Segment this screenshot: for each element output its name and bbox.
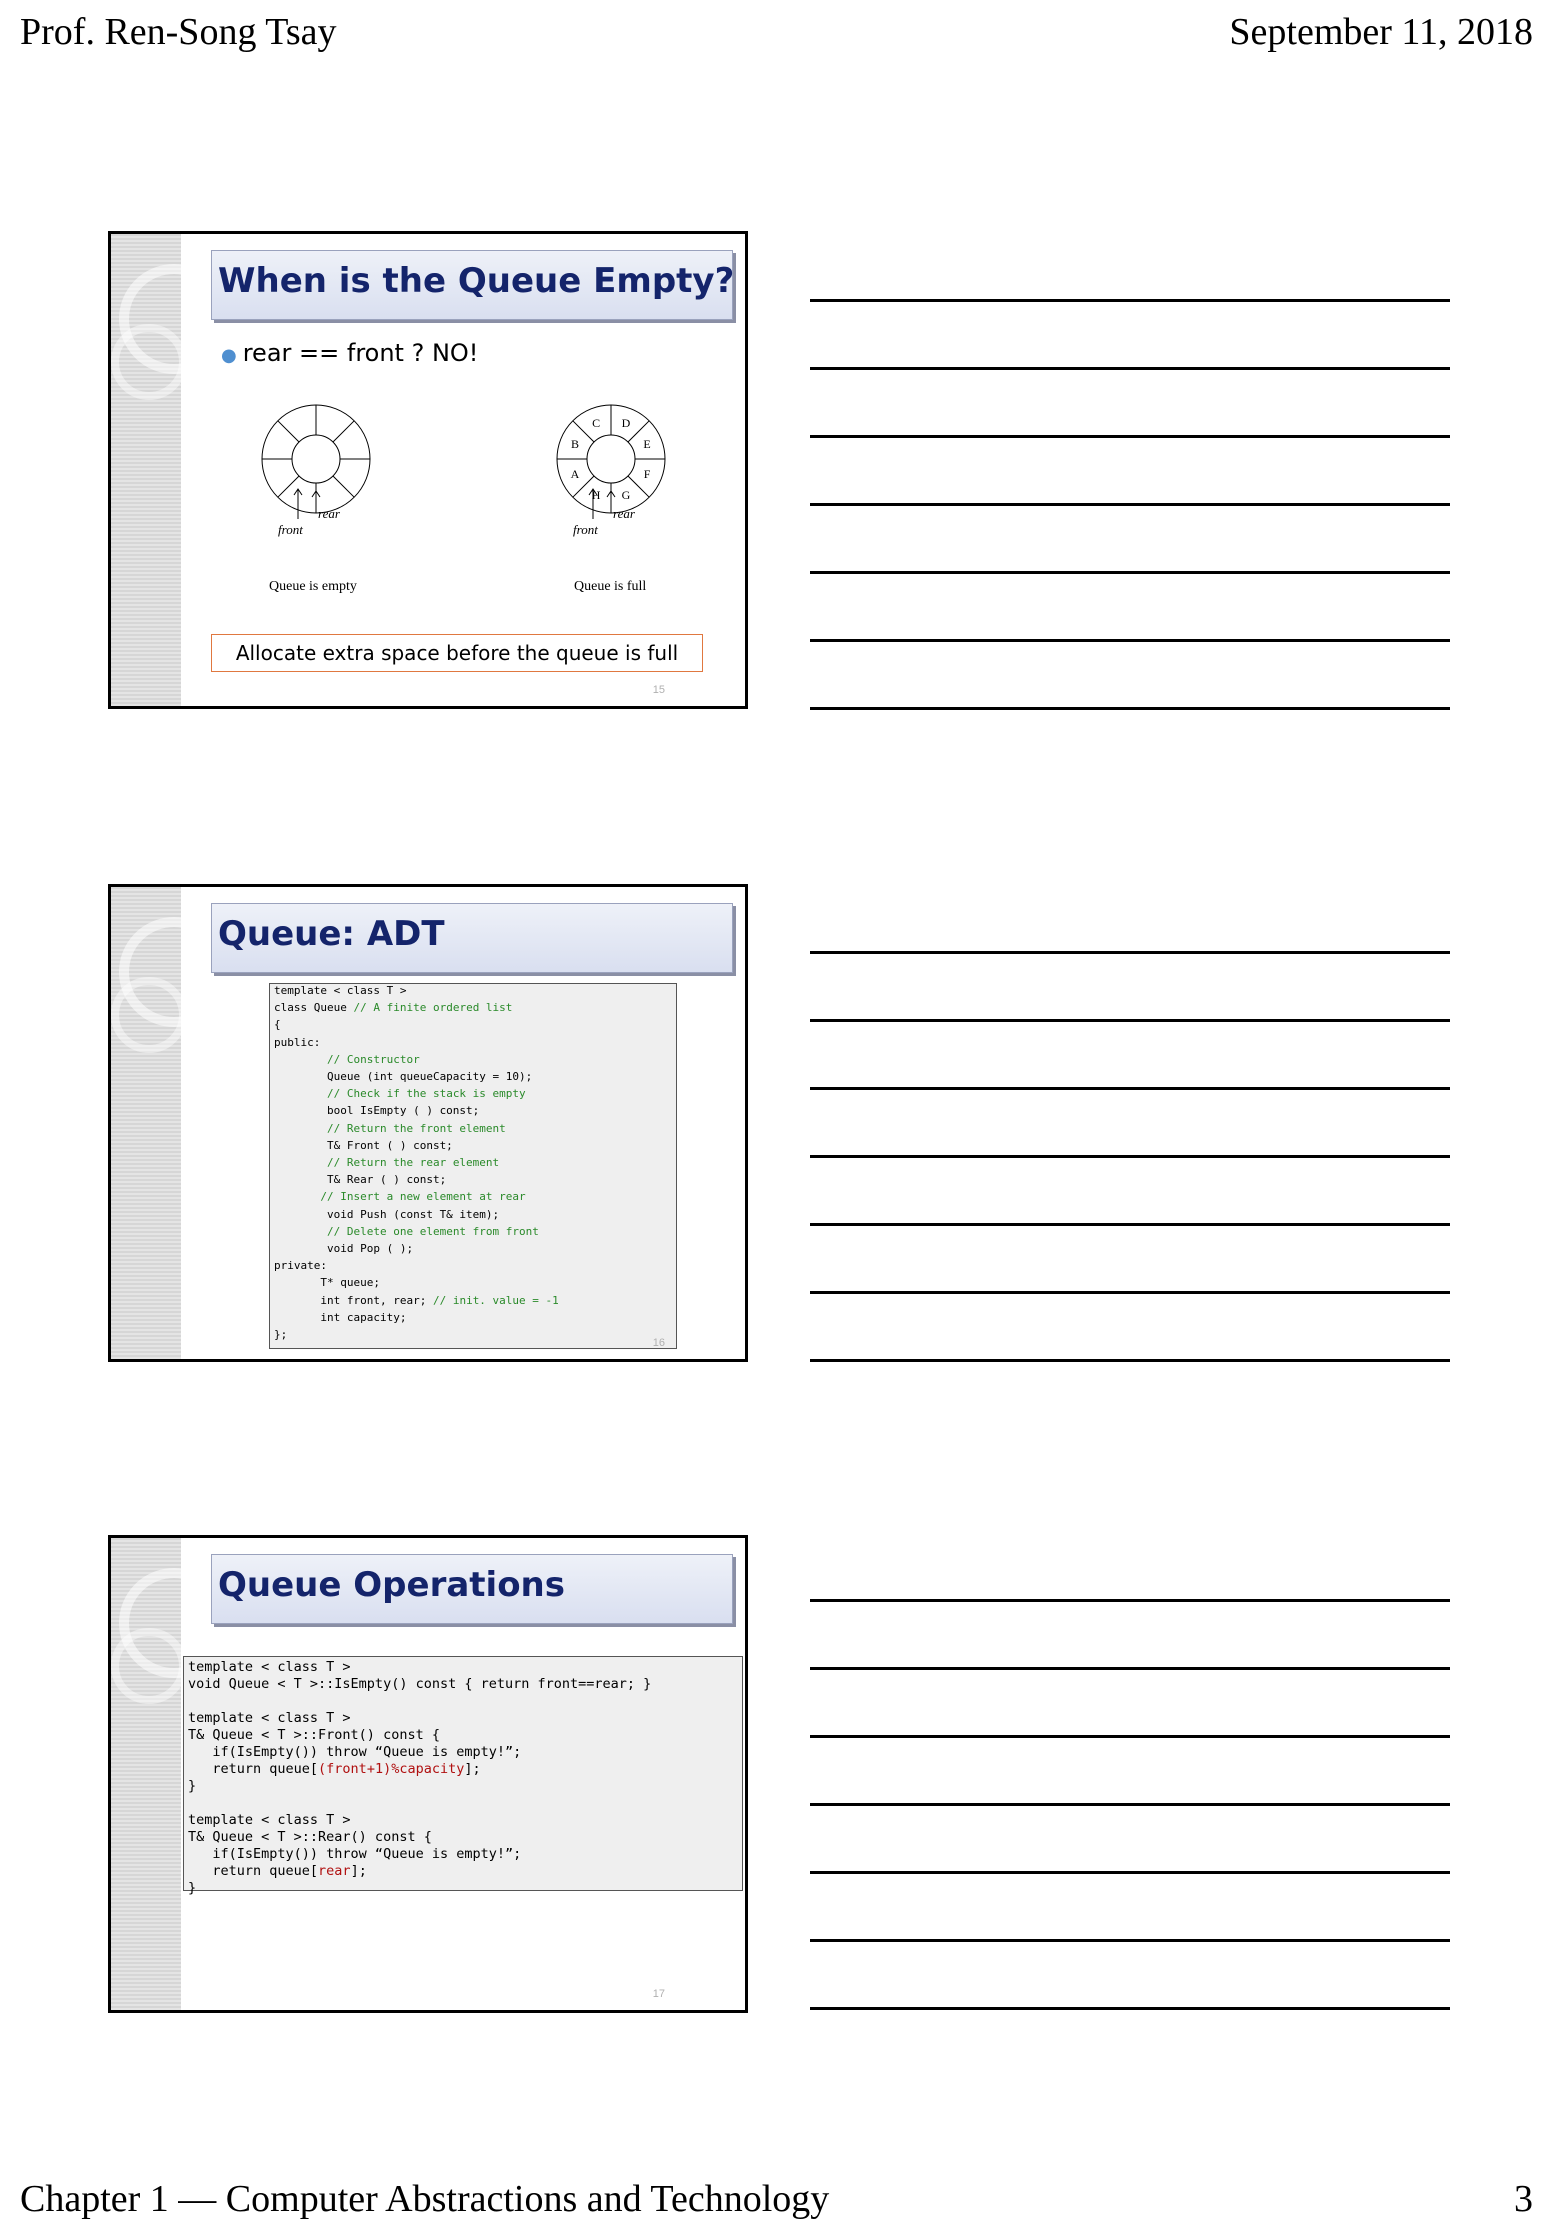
note-line (810, 435, 1450, 438)
note-line (810, 1019, 1450, 1022)
note-line (810, 299, 1450, 302)
note-line (810, 1667, 1450, 1670)
note-line (810, 571, 1450, 574)
slide-number: 17 (652, 1988, 665, 2000)
allocate-note: Allocate extra space before the queue is full (211, 634, 703, 672)
slide-15 (108, 231, 748, 709)
slide-number: 16 (652, 1337, 665, 1349)
note-line (810, 1871, 1450, 1874)
code-line: } (188, 1778, 197, 1794)
code-line: template < class T > (274, 984, 407, 997)
code-line: if(IsEmpty()) throw “Queue is empty!”; (188, 1846, 522, 1862)
ring-divider (278, 421, 299, 442)
bullet-text: rear == front ? NO! (242, 339, 479, 367)
code-line: void Queue < T >::IsEmpty() const { return front==rear; } (188, 1676, 652, 1692)
queue-adt-code (269, 983, 677, 1349)
author-name: Prof. Ren-Song Tsay (20, 11, 337, 53)
rear-label: rear (613, 506, 635, 521)
code-line: // Return the front element (326, 1121, 506, 1135)
full-queue-caption: Queue is full (574, 579, 647, 594)
chapter-title: Chapter 1 — Computer Abstractions and Technology (20, 2178, 830, 2220)
code-line: T& Rear ( ) const; (274, 1173, 447, 1187)
code-line: bool IsEmpty ( ) const; (274, 1104, 480, 1118)
ring-divider (333, 421, 354, 442)
code-line: int front, rear; // init. value = -1 (274, 1293, 559, 1307)
slide-title-box (211, 1554, 733, 1624)
note-line (810, 367, 1450, 370)
code-line: // Delete one element from front (326, 1224, 539, 1238)
slide-title: Queue Operations (218, 1565, 565, 1605)
code-line: class Queue // A finite ordered list (274, 1001, 513, 1015)
queue-cell-label: G (621, 488, 631, 503)
slide-decor-strip (111, 234, 181, 706)
note-line (810, 1599, 1450, 1602)
page-number: 3 (1514, 2178, 1533, 2220)
ring-divider (333, 476, 354, 497)
slide-16 (108, 884, 748, 1362)
queue-cell-label: H (591, 488, 601, 503)
code-line: Queue (int queueCapacity = 10); (274, 1070, 533, 1083)
slide-decor-strip (111, 887, 181, 1359)
note-line (810, 2007, 1450, 2010)
bullet-item (221, 339, 478, 367)
date: September 11, 2018 (1229, 11, 1533, 53)
note-line (810, 1087, 1450, 1090)
empty-queue-caption: Queue is empty (269, 579, 357, 594)
rear-label: rear (318, 506, 340, 521)
note-line (810, 1291, 1450, 1294)
note-line (810, 1803, 1450, 1806)
code-line: // Check if the stack is empty (326, 1087, 526, 1101)
code-line: private: (274, 1259, 327, 1273)
note-line (810, 503, 1450, 506)
code-line: return queue[rear]; (188, 1863, 367, 1879)
note-line (810, 1939, 1450, 1942)
code-line: T& Queue < T >::Front() const { (188, 1727, 440, 1743)
queue-cell-label: F (643, 466, 651, 481)
code-line: T& Queue < T >::Rear() const { (188, 1829, 432, 1845)
slide-title: When is the Queue Empty? (218, 261, 735, 301)
slide-title-box (211, 250, 733, 320)
code-line: // Insert a new element at rear (320, 1190, 526, 1204)
code-line: void Push (const T& item); (274, 1207, 500, 1221)
code-line: template < class T > (188, 1710, 351, 1726)
queue-cell-label: E (643, 437, 651, 452)
queue-cell-label: B (570, 437, 579, 452)
code-line: T& Front ( ) const; (274, 1138, 453, 1152)
note-line (810, 1155, 1450, 1158)
queue-operations-code (183, 1656, 743, 1896)
code-line: template < class T > (188, 1812, 351, 1828)
empty-queue-diagram (256, 399, 396, 549)
slide-title: Queue: ADT (218, 914, 445, 954)
code-line: // Constructor (326, 1052, 420, 1066)
ring-divider (278, 476, 299, 497)
code-line: }; (274, 1328, 288, 1341)
code-line: public: (274, 1035, 321, 1049)
code-line: if(IsEmpty()) throw “Queue is empty!”; (188, 1744, 522, 1760)
slide-number: 15 (652, 684, 665, 696)
note-line (810, 1735, 1450, 1738)
note-line (810, 1223, 1450, 1226)
note-line (810, 707, 1450, 710)
ring-inner (292, 435, 340, 483)
code-line: int capacity; (274, 1310, 407, 1324)
full-queue-diagram (551, 399, 691, 549)
code-line: template < class T > (188, 1659, 351, 1675)
code-line: return queue[(front+1)%capacity]; (188, 1761, 481, 1777)
code-line: } (188, 1880, 197, 1896)
queue-cell-label: C (592, 415, 601, 430)
ring-inner (587, 435, 635, 483)
front-label: front (278, 522, 303, 537)
bullet-dot-icon: ● (221, 345, 237, 366)
queue-cell-label: D (621, 415, 631, 430)
slide-17 (108, 1535, 748, 2013)
note-line (810, 1359, 1450, 1362)
note-line (810, 951, 1450, 954)
slide-decor-strip (111, 1538, 181, 2010)
code-line: // Return the rear element (326, 1156, 500, 1169)
front-label: front (573, 522, 598, 537)
code-line: void Pop ( ); (274, 1242, 414, 1255)
code-line: T* queue; (274, 1276, 380, 1290)
code-line: { (274, 1018, 281, 1032)
note-line (810, 639, 1450, 642)
queue-cell-label: A (570, 466, 580, 481)
slide-title-box (211, 903, 733, 973)
